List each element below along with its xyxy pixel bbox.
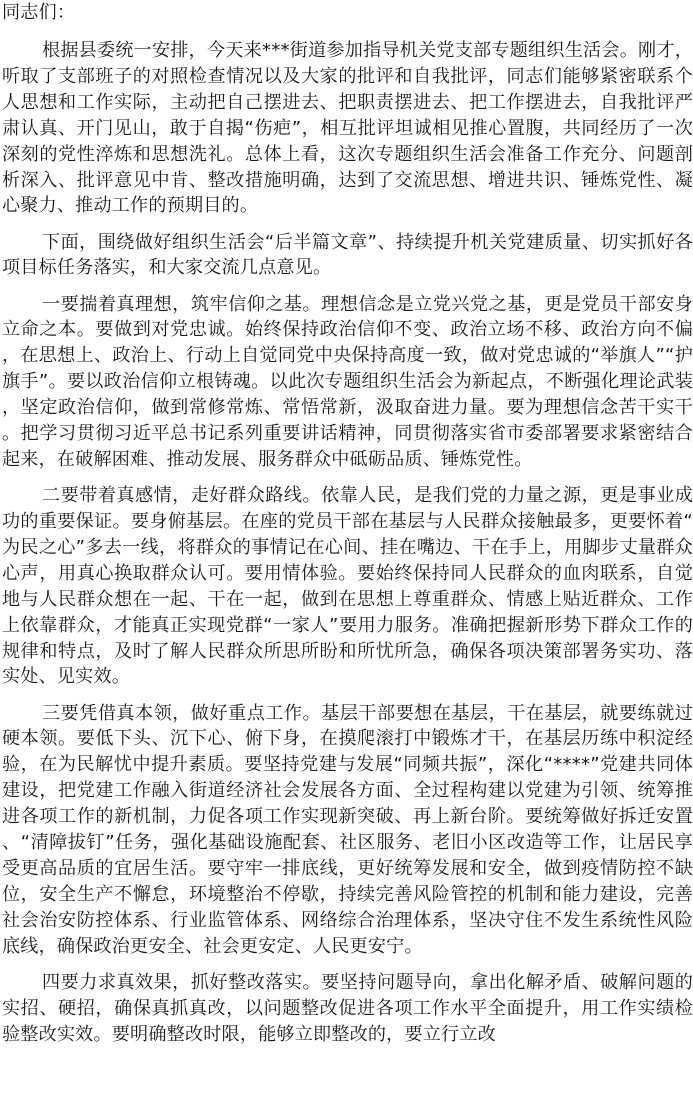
paragraph-point-3: 三要凭借真本领，做好重点工作。基层干部要想在基层，干在基层，就要练就过硬本领。要低下头、沉下心、俯下身，在摸爬滚打中锻炼才干，在基层历练中积淀经验，在为民解忧中提升素质。要坚持党建与发展“同频共振”，深化“****”党建共同体建设，把党建工作融入街道经济社会发展各方面、全过程构建以党建为引领、统筹推进各项工作的新机制，力促各项工作实现新突破、再上新台阶。要统筹做好拆迁安置、“清障拔钉”任务，强化基础设施配套、社区服务、老旧小区改造等工作，让居民享受更高品质的宜居生活。要守牢一排底线，更好统筹发展和安全，做到疫情防控不缺位，安全生产不懈怠，环境整治不停歇，持续完善风险管控的机制和能力建设，完善社会治安防控体系、行业监管体系、网络综合治理体系，坚决守住不发生系统性风险底线，确保政治更安全、社会更安定、人民更安宁。 [2, 702, 693, 957]
paragraph-point-4: 四要力求真效果，抓好整改落实。要坚持问题导向，拿出化解矛盾、破解问题的实招、硬招，确保真抓真改，以问题整改促进各项工作水平全面提升，用工作实绩检验整改实效。要明确整改时限，能够立即整改的，要立行立改 [2, 971, 693, 1045]
paragraph-opening: 根据县委统一安排，今天来***街道参加指导机关党支部专题组织生活会。刚才，听取了支部班子的对照检查情况以及大家的批评和自我批评，同志们能够紧密联系个人思想和工作实际，主动把自己摆进去、把职责摆进去、把工作摆进去，自我批评严肃认真、开门见山，敢于自揭“伤疤”，相互批评坦诚相见推心置腹，共同经历了一次深刻的党性淬炼和思想洗礼。总体上看，这次专题组织生活会准备工作充分、问题剖析深入、批评意见中肯、整改措施明确，达到了交流思想、增进共识、锤炼党性、凝心聚力、推动工作的预期目的。 [2, 40, 693, 217]
salutation: 同志们： [2, 2, 76, 23]
paragraph-point-1: 一要揣着真理想，筑牢信仰之基。理想信念是立党兴党之基，更是党员干部安身立命之本。要做到对党忠诚。始终保持政治信仰不变、政治立场不移、政治方向不偏，在思想上、政治上、行动上自觉同党中央保持高度一致，做对党忠诚的“举旗人”“护旗手”。要以政治信仰立根铸魂。以此次专题组织生活会为新起点，不断强化理论武装，坚定政治信仰，做到常修常炼、常悟常新，汲取奋进力量。要为理想信念苦干实干。把学习贯彻习近平总书记系列重要讲话精神，同贯彻落实省市委部署要求紧密结合起来，在破解困难、推动发展、服务群众中砥砺品质、锤炼党性。 [2, 293, 693, 470]
paragraph-point-2: 二要带着真感情，走好群众路线。依靠人民，是我们党的力量之源，更是事业成功的重要保证。要身俯基层。在座的党员干部在基层与人民群众接触最多，更要怀着“为民之心”多去一线，将群众的事情记在心间、挂在嘴边、干在手上，用脚步丈量群众心声，用真心换取群众认可。要用情体验。要始终保持同人民群众的血肉联系，自觉地与人民群众想在一起、干在一起，做到在思想上尊重群众、情感上贴近群众、工作上依靠群众，才能真正实现党群“一家人”要用力服务。准确把握新形势下群众工作的规律和特点，及时了解人民群众所思所盼和所忧所急，确保各项决策部署务实功、落实处、见实效。 [2, 485, 693, 688]
paragraph-intro: 下面，围绕做好组织生活会“后半篇文章”、持续提升机关党建质量、切实抓好各项目标任务落实，和大家交流几点意见。 [2, 231, 693, 279]
